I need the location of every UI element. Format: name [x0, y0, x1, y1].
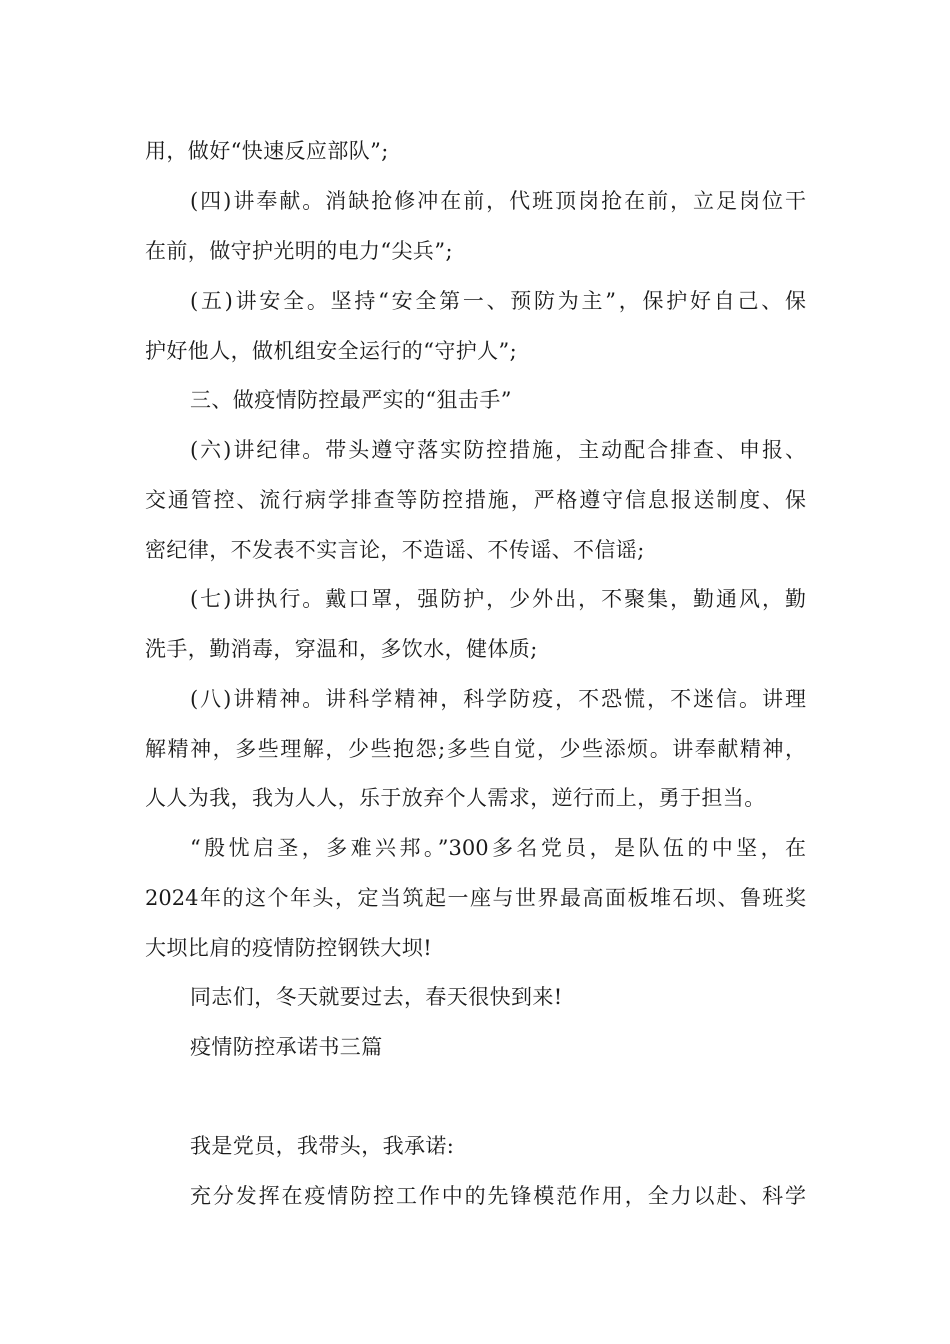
paragraph-line: 2024年的这个年头，定当筑起一座与世界最高面板堆石坝、鲁班奖: [145, 886, 806, 910]
paragraph-line: (四)讲奉献。消缺抢修冲在前，代班顶岗抢在前，立足岗位干: [190, 189, 806, 213]
paragraph-line: 解精神，多些理解，少些抱怨;多些自觉，少些添烦。讲奉献精神，: [145, 737, 806, 761]
paragraph-line: 充分发挥在疫情防控工作中的先锋模范作用，全力以赴、科学: [190, 1184, 806, 1208]
paragraph-line: 用，做好“快速反应部队”;: [145, 139, 389, 163]
section-heading: 三、做疫情防控最严实的“狙击手”: [190, 388, 512, 412]
document-title: 疫情防控承诺书三篇: [190, 1035, 383, 1059]
paragraph-line: 护好他人，做机组安全运行的“守护人”;: [145, 339, 518, 363]
paragraph-line: 我是党员，我带头，我承诺:: [190, 1134, 455, 1158]
paragraph-line: 同志们，冬天就要过去，春天很快到来!: [190, 985, 563, 1009]
paragraph-line: 交通管控、流行病学排查等防控措施，严格遵守信息报送制度、保: [145, 488, 806, 512]
paragraph-line: 洗手，勤消毒，穿温和，多饮水，健体质;: [145, 637, 538, 661]
paragraph-line: (六)讲纪律。带头遵守落实防控措施，主动配合排查、申报、: [190, 438, 806, 462]
paragraph-line: (五)讲安全。坚持“安全第一、预防为主”，保护好自己、保: [190, 289, 806, 313]
paragraph-line: (八)讲精神。讲科学精神，科学防疫，不恐慌，不迷信。讲理: [190, 687, 806, 711]
paragraph-line: (七)讲执行。戴口罩，强防护，少外出，不聚集，勤通风，勤: [190, 587, 806, 611]
paragraph-line: 人人为我，我为人人，乐于放弃个人需求，逆行而上，勇于担当。: [145, 786, 766, 810]
paragraph-line: “殷忧启圣，多难兴邦。”300多名党员，是队伍的中坚，在: [190, 836, 806, 860]
paragraph-line: 在前，做守护光明的电力“尖兵”;: [145, 239, 453, 263]
paragraph-line: 密纪律，不发表不实言论，不造谣、不传谣、不信谣;: [145, 538, 645, 562]
paragraph-line: 大坝比肩的疫情防控钢铁大坝!: [145, 936, 433, 960]
